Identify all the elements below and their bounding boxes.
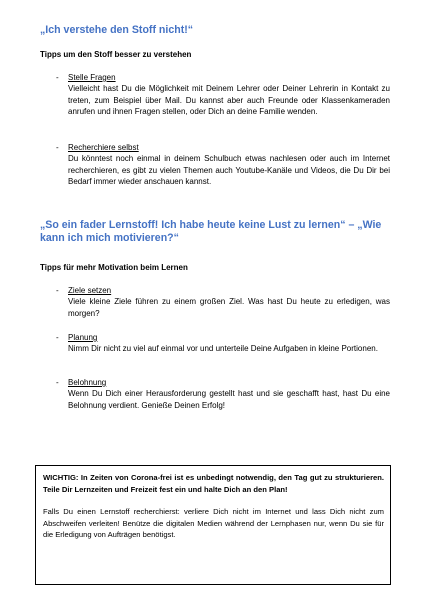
list-item-body: Wenn Du Dich einer Herausforderung gestellt hast und sie geschafft hast, hast Du eine Belohnung verdient. Genieße Deinen Erfolg! (68, 389, 390, 410)
list-dash: - (56, 143, 59, 152)
important-warning: WICHTIG: In Zeiten von Corona-frei ist es unbedingt notwendig, den Tag gut zu strukturieren. Teile Dir Lernzeiten und Freizeit fest ein und halte Dich an den Plan! (43, 473, 384, 494)
list-dash: - (56, 378, 59, 387)
list-item-body: Du könntest noch einmal in deinem Schulbuch etwas nachlesen oder auch im Internet recherchieren, es gibt zu vielen Themen auch Youtube-Kanäle und Videos, die Du Dir bei Bedarf immer wieder anschauen kannst. (68, 154, 390, 186)
section2-subheading: Tipps für mehr Motivation beim Lernen (40, 263, 188, 272)
section1-subheading: Tipps um den Stoff besser zu verstehen (40, 50, 192, 59)
list-dash: - (56, 333, 59, 342)
list-item-label: Planung (68, 333, 98, 342)
list-item-ziele-setzen (56, 285, 391, 321)
section1-heading: „Ich verstehe den Stoff nicht!“ (40, 24, 194, 36)
list-item-label: Ziele setzen (68, 286, 112, 295)
list-item-belohnung (56, 377, 391, 413)
list-item-body: Viele kleine Ziele führen zu einem großen Ziel. Was hast Du heute zu erledigen, was morgen? (68, 297, 390, 318)
list-item-body: Vielleicht hast Du die Möglichkeit mit Deinem Lehrer oder Deiner Lehrerin in Kontakt zu treten, zum Beispiel über Mail. Du kannst aber auch Freunde oder Klassenkameraden anrufen und ihnen Fragen stellen, oder Dich an deine Familie wenden. (68, 84, 390, 116)
list-item-body: Nimm Dir nicht zu viel auf einmal vor und unterteile Deine Aufgaben in kleine Portionen. (68, 344, 378, 353)
important-notice-box (35, 465, 391, 585)
list-dash: - (56, 73, 59, 82)
list-item-recherchiere-selbst (56, 142, 391, 192)
list-item-label: Stelle Fragen (68, 73, 116, 82)
list-item-label: Belohnung (68, 378, 107, 387)
list-item-stelle-fragen (56, 72, 391, 132)
list-item-label: Recherchiere selbst (68, 143, 139, 152)
internet-note: Falls Du einen Lernstoff recherchierst: verliere Dich nicht im Internet und lass Dich nicht zum Abschweifen verleiten! Benütze die digitalen Medien während der Lernphasen nur, wenn Du sie für die Erledigung von Aufträgen benötigst. (43, 507, 384, 539)
list-dash: - (56, 286, 59, 295)
section2-heading: „So ein fader Lernstoff! Ich habe heute keine Lust zu lernen“ – „Wie kann ich mich motivieren?“ (40, 219, 382, 244)
list-item-planung (56, 332, 391, 368)
